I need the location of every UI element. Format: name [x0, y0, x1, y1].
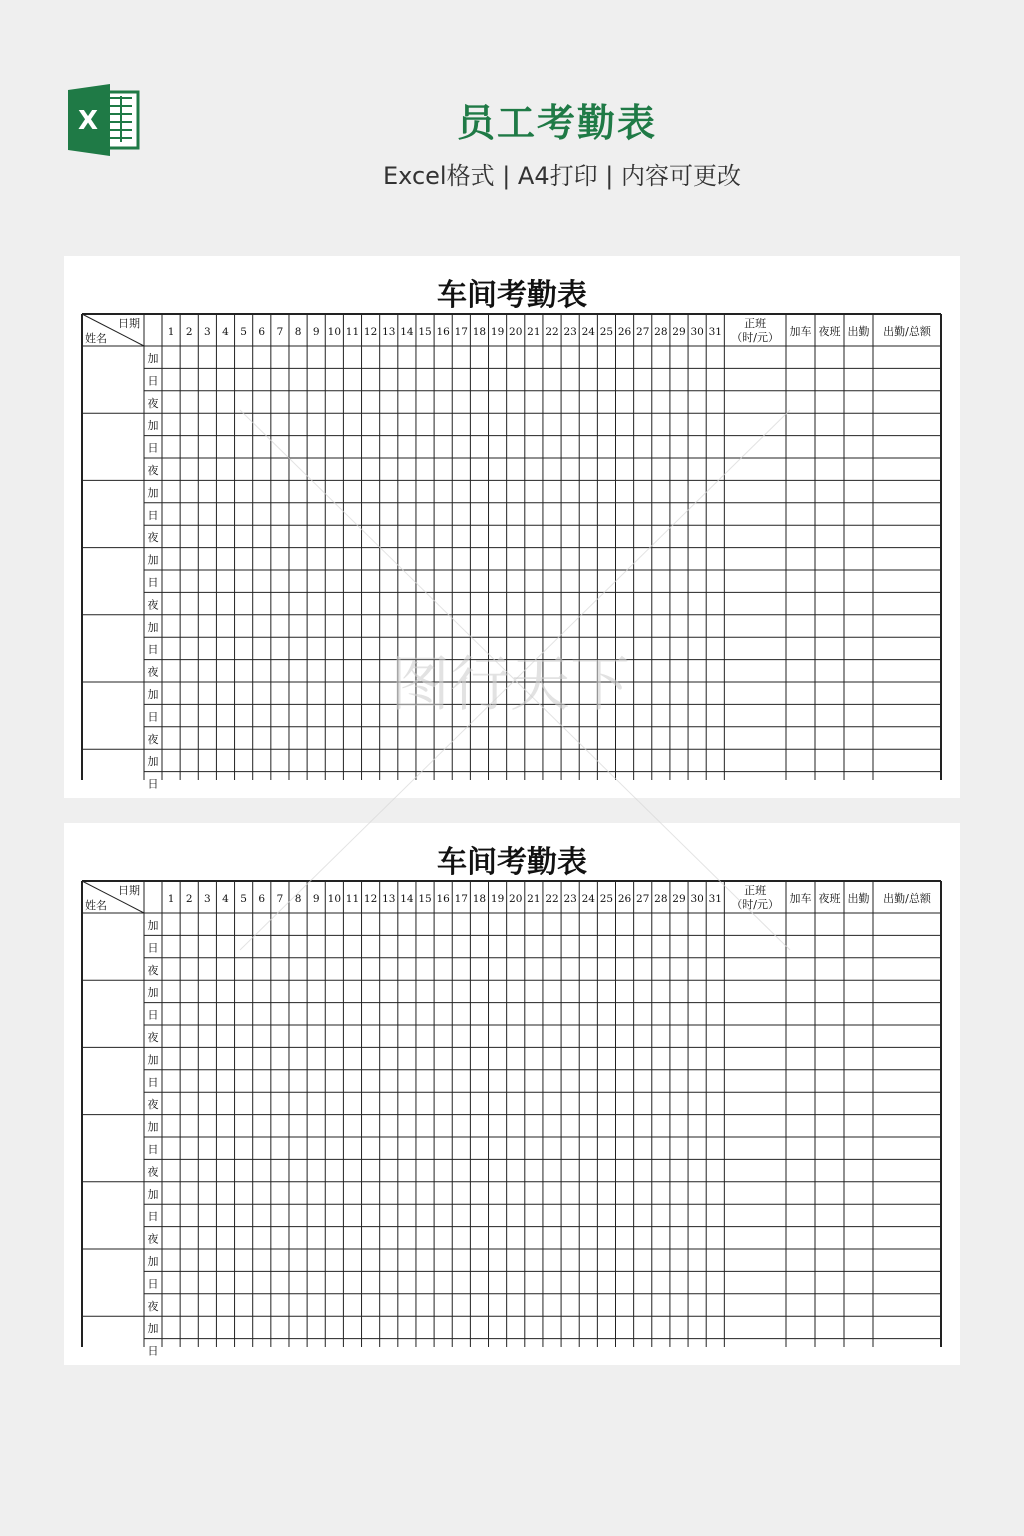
row-type-label: 加 — [147, 919, 159, 932]
day-header: 22 — [545, 326, 559, 338]
day-header: 1 — [167, 326, 175, 338]
day-header: 13 — [382, 326, 396, 338]
row-type-label: 加 — [147, 620, 159, 634]
svg-text:X: X — [77, 106, 99, 136]
day-header: 17 — [454, 326, 468, 338]
day-header: 22 — [545, 893, 559, 905]
row-type-label: 夜 — [147, 963, 159, 977]
day-header: 14 — [400, 326, 414, 338]
row-type-label: 夜 — [147, 1299, 159, 1313]
header-night-shift: 夜班 — [818, 325, 841, 338]
attendance-sheet-1 — [64, 256, 960, 798]
header-overtime: 加车 — [789, 892, 812, 905]
day-header: 17 — [454, 893, 468, 905]
day-header: 7 — [276, 893, 284, 905]
day-header: 9 — [312, 326, 320, 338]
page-subtitle: Excel格式 | A4打印 | 内容可更改 — [383, 162, 741, 190]
row-type-label: 日 — [147, 710, 159, 724]
header-regular-shift-unit: （时/元） — [731, 331, 780, 344]
day-header: 11 — [345, 893, 360, 905]
day-header: 10 — [327, 326, 342, 338]
row-type-label: 加 — [147, 755, 159, 769]
day-header: 27 — [636, 326, 650, 338]
row-type-label: 日 — [147, 508, 159, 522]
day-header: 3 — [204, 326, 211, 338]
day-header: 20 — [509, 893, 523, 905]
header-attendance-total: 出勤/总额 — [883, 325, 931, 338]
day-header: 16 — [436, 326, 450, 338]
row-type-label: 日 — [147, 374, 159, 388]
day-header: 6 — [258, 326, 266, 338]
day-header: 15 — [418, 326, 432, 338]
row-type-label: 日 — [147, 1210, 159, 1224]
header-overtime: 加车 — [789, 325, 812, 338]
day-header: 29 — [672, 893, 686, 905]
attendance-grid — [64, 256, 960, 798]
day-header: 25 — [599, 893, 614, 905]
header-attendance: 出勤 — [847, 892, 870, 905]
row-type-label: 夜 — [147, 1031, 159, 1044]
row-type-label: 夜 — [147, 665, 159, 679]
sheet-title: 车间考勤表 — [437, 278, 587, 313]
day-header: 30 — [690, 326, 704, 338]
day-header: 16 — [436, 893, 450, 905]
row-type-label: 加 — [147, 1255, 159, 1268]
day-header: 12 — [363, 326, 378, 338]
row-type-label: 日 — [147, 576, 159, 589]
corner-name-label: 姓名 — [85, 332, 107, 345]
header-regular-shift: 正班 — [744, 317, 767, 330]
row-type-label: 夜 — [147, 531, 159, 545]
row-type-label: 加 — [147, 1187, 159, 1201]
day-header: 6 — [258, 893, 266, 905]
row-type-label: 夜 — [147, 732, 159, 746]
row-type-label: 加 — [147, 1053, 159, 1067]
row-type-label: 加 — [147, 1120, 159, 1134]
row-type-label: 夜 — [147, 1098, 159, 1112]
day-header: 23 — [563, 893, 577, 905]
row-type-label: 夜 — [147, 396, 159, 410]
row-type-label: 日 — [147, 941, 159, 955]
watermark-text: 图行天下 — [390, 650, 630, 720]
day-header: 21 — [527, 326, 541, 338]
day-header: 5 — [240, 893, 247, 905]
row-type-label: 加 — [147, 986, 159, 1000]
row-type-label: 日 — [147, 1277, 159, 1291]
corner-date-label: 日期 — [118, 884, 140, 897]
row-type-label: 日 — [147, 1075, 159, 1089]
day-header: 2 — [185, 326, 193, 338]
row-type-label: 日 — [147, 1143, 159, 1156]
row-type-label: 日 — [147, 643, 159, 657]
row-type-label: 加 — [147, 1322, 159, 1336]
day-header: 13 — [382, 893, 396, 905]
day-header: 29 — [672, 326, 686, 338]
header-attendance-total: 出勤/总额 — [883, 892, 931, 905]
day-header: 19 — [490, 893, 505, 905]
corner-date-label: 日期 — [118, 317, 140, 330]
row-type-label: 夜 — [147, 464, 159, 477]
page-title: 员工考勤表 — [456, 101, 657, 145]
day-header: 5 — [240, 326, 247, 338]
day-header: 18 — [472, 326, 487, 338]
day-header: 31 — [708, 326, 722, 338]
attendance-sheet-2 — [64, 823, 960, 1365]
row-type-label: 加 — [147, 352, 159, 365]
day-header: 12 — [363, 893, 378, 905]
row-type-label: 日 — [147, 1008, 159, 1022]
day-header: 3 — [204, 893, 211, 905]
row-type-label: 夜 — [147, 598, 159, 612]
day-header: 18 — [472, 893, 487, 905]
day-header: 26 — [617, 326, 632, 338]
day-header: 8 — [294, 326, 302, 338]
day-header: 2 — [185, 893, 193, 905]
attendance-grid — [64, 823, 960, 1365]
corner-name-label: 姓名 — [85, 899, 107, 912]
header-night-shift: 夜班 — [818, 892, 841, 905]
day-header: 28 — [654, 326, 668, 338]
row-type-label: 日 — [147, 777, 159, 791]
row-type-label: 日 — [147, 441, 159, 455]
day-header: 24 — [581, 893, 595, 905]
day-header: 26 — [617, 893, 632, 905]
row-type-label: 加 — [147, 553, 159, 567]
day-header: 28 — [654, 893, 668, 905]
day-header: 4 — [222, 326, 229, 338]
day-header: 9 — [312, 893, 320, 905]
row-type-label: 夜 — [147, 1232, 159, 1246]
header-regular-shift: 正班 — [744, 884, 767, 897]
day-header: 8 — [294, 893, 302, 905]
day-header: 21 — [527, 893, 541, 905]
day-header: 11 — [345, 326, 360, 338]
day-header: 4 — [222, 893, 229, 905]
day-header: 30 — [690, 893, 704, 905]
header-attendance: 出勤 — [847, 325, 870, 338]
day-header: 27 — [636, 893, 650, 905]
sheet-title: 车间考勤表 — [437, 845, 587, 880]
row-type-label: 加 — [147, 419, 159, 433]
row-type-label: 日 — [147, 1344, 159, 1358]
day-header: 1 — [167, 893, 175, 905]
day-header: 10 — [327, 893, 342, 905]
day-header: 15 — [418, 893, 432, 905]
day-header: 25 — [599, 326, 614, 338]
day-header: 14 — [400, 893, 414, 905]
row-type-label: 夜 — [147, 1165, 159, 1179]
header-regular-shift-unit: （时/元） — [731, 898, 780, 911]
day-header: 24 — [581, 326, 595, 338]
row-type-label: 加 — [147, 688, 159, 701]
day-header: 23 — [563, 326, 577, 338]
day-header: 20 — [509, 326, 523, 338]
day-header: 19 — [490, 326, 505, 338]
row-type-label: 加 — [147, 486, 159, 500]
day-header: 7 — [276, 326, 284, 338]
day-header: 31 — [708, 893, 722, 905]
